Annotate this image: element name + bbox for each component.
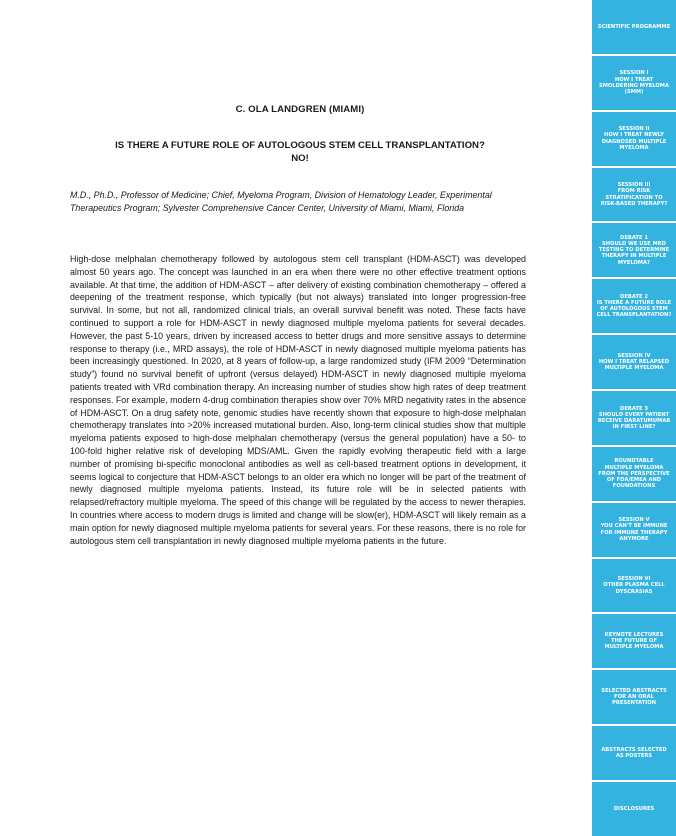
nav-session-6[interactable] <box>592 559 676 613</box>
nav-session-1[interactable] <box>592 56 676 110</box>
title-line-1: IS THERE A FUTURE ROLE OF AUTOLOGOUS STEM CELL TRANSPLANTATION? <box>115 140 485 151</box>
nav-keynote-lectures[interactable] <box>592 614 676 668</box>
article-title <box>70 139 530 165</box>
nav-session-5[interactable] <box>592 503 676 557</box>
nav-session-3[interactable] <box>592 168 676 222</box>
abstract-body: High-dose melphalan chemotherapy followed by autologous stem cell transplant (HDM-ASCT) was developed almost 50 years ago. The concept was launched in an era when there were no other effective treatment options available. At that time, the addition of HDM-ASCT – after delivery of existing combination chemotherapy – offered a deepening of the treatment response, which typically (but not always) translated into longer progression-free survival. In some, but not all, randomized clinical trials, an overall survival benefit was noted. These facts have continued to support a role for HDM-ASCT in newly diagnosed multiple myeloma patients for several decades. However, the past 5-10 years, driven by increased access to better drugs and more sensitive assays to determine response to therapy (i.e., MRD assays), the role of HDM-ASCT in newly diagnosed multiple myeloma patients has been increasingly questioned. In 2020, at 8 years of follow-up, a large randomized study (IFM 2009 “Determination study”) found no survival benefit of upfront (versus delayed) HDM-ASCT in newly diagnosed multiple myeloma patients treated with VRd combination therapy. An increasing number of studies show high rates of deep treatment responses. For example, modern 4-drug combination therapies show over 70% MRD negativity rates in the absence of HDM-ASCT. On a drug safety note, genomic studies have recently shown that exposure to high-dose melphalan chemotherapy translates into >20% increased mutational burden. Also, long-term clinical studies show that multiple myeloma patients exposed to high-dose melphalan chemotherapy (versus the general population) have a 50- to 100-fold higher relative risk of developing MDS/AML. Given the rapidly evolving therapeutic field with a large number of promising bi-specific monoclonal antibodies as well as cell-based treatment options in development, it seems logical to conjecture that HDM-ASCT belongs to an older era which no longer will be part of the treatment of newly diagnosed multiple myeloma patients. Instead, its future role will be in selected patients with relapsed/refractory multiple myeloma. The speed of this change will be regulated by the access to newer therapies. In countries where access to modern drugs is limited and change will be slow(er), HDM-ASCT will likely remain as a main option for newly diagnosed multiple myeloma patients for several years. For these reasons, there is no role for autologous stem cell transplantation in newly diagnosed multiple myeloma patients in the future. <box>70 254 526 546</box>
nav-label: DISCLOSURES <box>613 805 655 812</box>
nav-disclosures[interactable] <box>592 782 676 836</box>
nav-scientific-programme[interactable] <box>592 0 676 54</box>
nav-label: ABSTRACTS SELECTED AS POSTERS <box>601 746 667 760</box>
nav-label: DEBATE 1 SHOULD WE USE MRD TESTING TO DETERMINE THERAPY IN MULTIPLE MYELOMA? <box>598 234 670 266</box>
author-heading: C. OLA LANDGREN (MIAMI) <box>235 104 365 115</box>
nav-label: DEBATE 2 IS THERE A FUTURE ROLE OF AUTOLOGOUS STEM CELL TRANSPLANTATION? <box>596 293 672 319</box>
nav-label: SESSION VI OTHER PLASMA CELL DYSCRASIAS <box>603 576 665 595</box>
nav-roundtable[interactable] <box>592 447 676 501</box>
author-affiliation: M.D., Ph.D., Professor of Medicine; Chief, Myeloma Program, Division of Hematology Leader, Experimental Therapeutics Program; Sylvester Comprehensive Cancer Center, University of Miami, Miami, Florida <box>70 190 492 213</box>
nav-label: SESSION III FROM RISK STRATIFICATION TO RISK-BASED THERAPY? <box>600 182 668 207</box>
nav-label: SELECTED ABSTRACTS FOR AN ORAL PRESENTATION <box>601 687 667 707</box>
nav-label: ROUNDTABLE MULTIPLE MYELOMA FROM THE PERSPECTIVE OF FDA/EMEA AND FOUNDATIONS <box>598 458 670 490</box>
nav-session-2[interactable] <box>592 112 676 166</box>
nav-label: KEYNOTE LECTURES THE FUTURE OF MULTIPLE MYELOMA <box>604 632 664 651</box>
nav-label: SCIENTIFIC PROGRAMME <box>597 23 671 30</box>
section-navigation-sidebar <box>592 0 676 836</box>
nav-label: SESSION I HOW I TREAT SMOLDERING MYELOMA (SMM) <box>599 70 669 95</box>
nav-debate-2[interactable] <box>592 279 676 333</box>
nav-label: SESSION V YOU CAN'T BE IMMUNE FOR IMMUNE THERAPY ANYMORE <box>600 517 668 542</box>
nav-debate-3[interactable] <box>592 391 676 445</box>
nav-label: DEBATE 3 SHOULD EVERY PATIENT RECEIVE DARATUMUMAB IN FIRST LINE? <box>597 405 671 431</box>
nav-debate-1[interactable] <box>592 223 676 277</box>
nav-label: SESSION II HOW I TREAT NEWLY DIAGNOSED MULTIPLE MYELOMA <box>601 126 667 151</box>
nav-selected-abstracts-oral[interactable] <box>592 670 676 724</box>
nav-label: SESSION IV HOW I TREAT RELAPSED MULTIPLE MYELOMA <box>598 352 670 372</box>
nav-abstracts-posters[interactable] <box>592 726 676 780</box>
nav-session-4[interactable] <box>592 335 676 389</box>
title-line-2: NO! <box>291 153 309 164</box>
